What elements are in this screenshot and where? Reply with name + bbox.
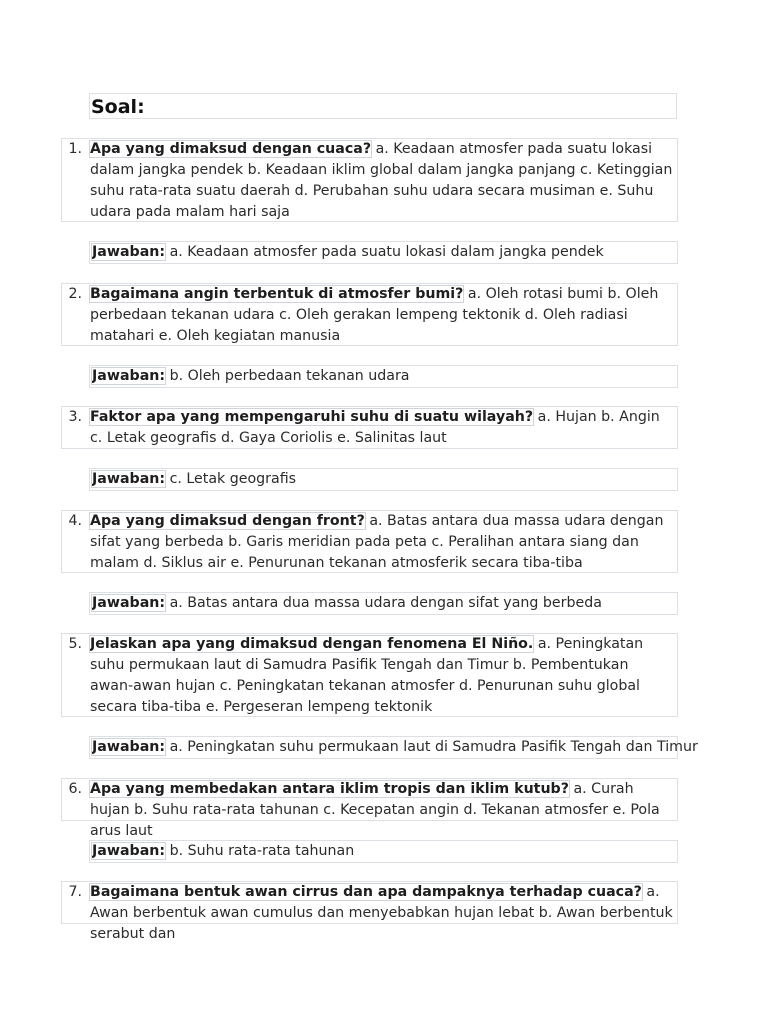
- question-prompt: Bagaimana angin terbentuk di atmosfer bumi?: [90, 286, 464, 302]
- answer-text: c. Letak geografis: [169, 471, 297, 487]
- question-number: 2.: [68, 286, 82, 302]
- answer-item: [89, 736, 698, 759]
- question-prompt: Jelaskan apa yang dimaksud dengan fenomena El Niño.: [90, 636, 534, 652]
- question-prompt: Apa yang membedakan antara iklim tropis dan iklim kutub?: [90, 781, 569, 797]
- answer-text: b. Oleh perbedaan tekanan udara: [169, 368, 410, 384]
- answer-label: Jawaban:: [92, 368, 166, 384]
- question-number: 6.: [68, 781, 82, 797]
- title-box: [89, 93, 677, 119]
- answer-label: Jawaban:: [92, 595, 166, 611]
- answer-text: a. Peningkatan suhu permukaan laut di Samudra Pasifik Tengah dan Timur: [169, 739, 698, 755]
- question-item: [61, 138, 678, 222]
- answer-item: [89, 468, 678, 491]
- answer-item: [89, 840, 678, 863]
- answer-item: [89, 592, 678, 615]
- question-number: 5.: [68, 636, 82, 652]
- question-text: [90, 286, 658, 344]
- question-prompt: Faktor apa yang mempengaruhi suhu di suatu wilayah?: [90, 409, 534, 425]
- question-number: 7.: [68, 884, 82, 900]
- question-prompt: Apa yang dimaksud dengan front?: [90, 513, 365, 529]
- question-number: 4.: [68, 513, 82, 529]
- question-options: a. Awan berbentuk awan cumulus dan menyebabkan hujan lebat b. Awan berbentuk serabut dan: [90, 884, 673, 942]
- question-item: [61, 881, 678, 942]
- question-text: [90, 636, 643, 715]
- answer-label: Jawaban:: [92, 843, 166, 859]
- answer-text: b. Suhu rata-rata tahunan: [169, 843, 355, 859]
- question-options: a. Peningkatan suhu permukaan laut di Samudra Pasifik Tengah dan Timur b. Pembentukan awan-awan hujan c. Peningkatan tekanan atmosfer d. Penurunan suhu global secara tiba-tiba e. Pergeseran lempeng tektonik: [90, 636, 644, 715]
- question-prompt: Apa yang dimaksud dengan cuaca?: [90, 141, 372, 157]
- question-text: [90, 884, 673, 942]
- question-options: a. Batas antara dua massa udara dengan sifat yang berbeda b. Garis meridian pada peta c. Peralihan antara siang dan malam d. Siklus air e. Penurunan tekanan atmosferik secara tiba-tiba: [90, 513, 664, 571]
- answer-text: a. Keadaan atmosfer pada suatu lokasi dalam jangka pendek: [169, 244, 604, 260]
- question-prompt: Bagaimana bentuk awan cirrus dan apa dampaknya terhadap cuaca?: [90, 884, 642, 900]
- answer-text: a. Batas antara dua massa udara dengan sifat yang berbeda: [169, 595, 602, 611]
- question-text: [90, 513, 663, 571]
- question-item: [61, 283, 678, 346]
- answer-item: [89, 365, 678, 388]
- question-options: a. Hujan b. Angin c. Letak geografis d. Gaya Coriolis e. Salinitas laut: [90, 409, 660, 446]
- answer-label: Jawaban:: [92, 739, 166, 755]
- answer-label: Jawaban:: [92, 471, 166, 487]
- question-number: 1.: [68, 141, 82, 157]
- question-text: [90, 409, 660, 446]
- question-item: [61, 510, 678, 573]
- answer-label: Jawaban:: [92, 244, 166, 260]
- question-text: [90, 781, 660, 839]
- question-options: a. Oleh rotasi bumi b. Oleh perbedaan tekanan udara c. Oleh gerakan lempeng tektonik d. Oleh radiasi matahari e. Oleh kegiatan manusia: [90, 286, 659, 344]
- question-options: a. Curah hujan b. Suhu rata-rata tahunan c. Kecepatan angin d. Tekanan atmosfer e. Pola arus laut: [90, 781, 660, 839]
- question-text: [90, 141, 672, 220]
- question-options: a. Keadaan atmosfer pada suatu lokasi dalam jangka pendek b. Keadaan iklim global dalam jangka panjang c. Ketinggian suhu rata-rata suatu daerah d. Perubahan suhu udara secara musiman e. Suhu udara pada malam hari saja: [90, 141, 673, 220]
- question-number: 3.: [68, 409, 82, 425]
- answer-item: [89, 241, 678, 264]
- question-item: [61, 406, 678, 449]
- question-item: [61, 633, 678, 717]
- question-item: [61, 778, 678, 839]
- page-title: Soal:: [91, 96, 145, 118]
